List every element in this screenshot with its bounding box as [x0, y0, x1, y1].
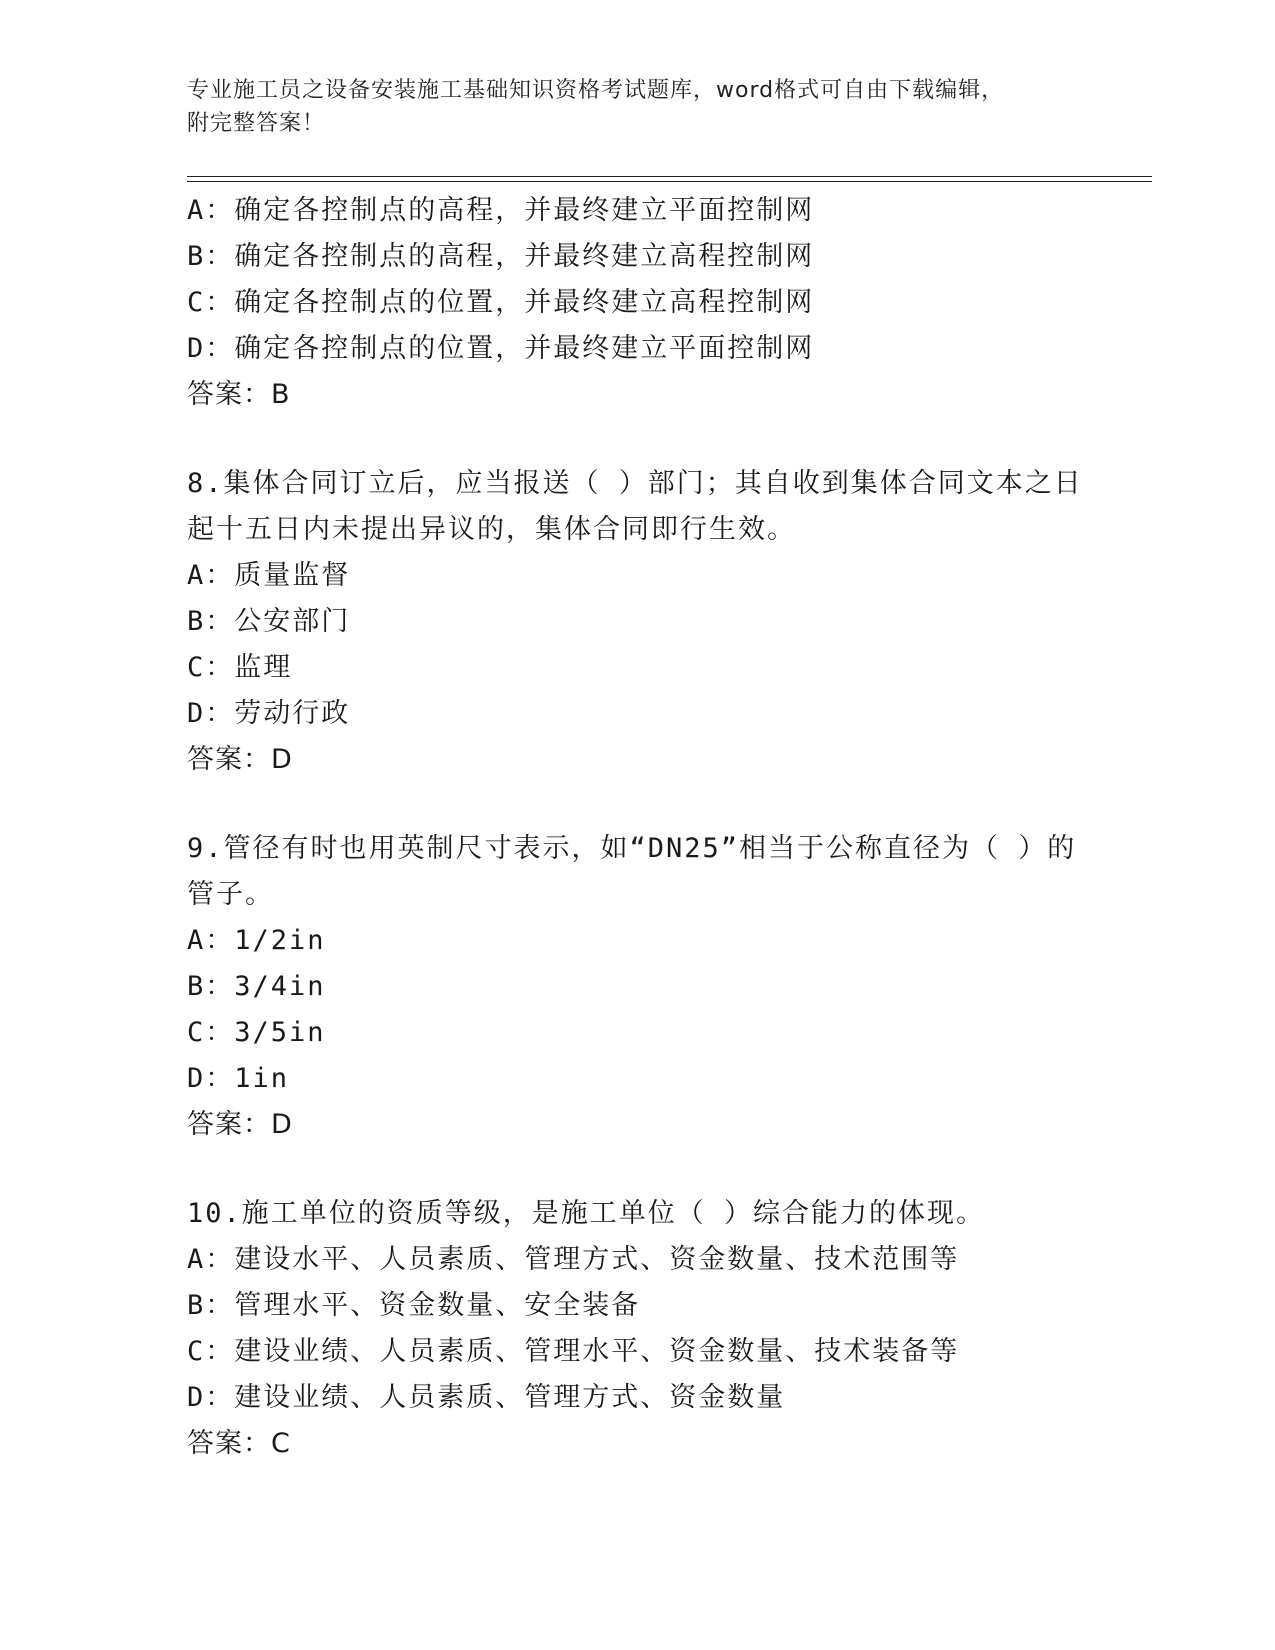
question-7 [187, 188, 1087, 418]
q7-option-a: A：确定各控制点的高程，并最终建立平面控制网 [187, 195, 815, 226]
q8-option-d: D：劳动行政 [187, 698, 351, 729]
q7-option-c: C：确定各控制点的位置，并最终建立高程控制网 [187, 287, 815, 318]
q9-answer: 答案：D [187, 1109, 293, 1140]
q7-answer: 答案：B [187, 379, 291, 410]
q8-option-a: A：质量监督 [187, 560, 351, 591]
header-line-1: 专业施工员之设备安装施工基础知识资格考试题库，word格式可自由下载编辑， [187, 78, 1005, 103]
q8-stem-line-1: 8.集体合同订立后，应当报送（ ）部门；其自收到集体合同文本之日 [187, 468, 1083, 499]
header-line-2: 附完整答案！ [187, 111, 326, 136]
q9-stem-line-2: 管子。 [187, 879, 274, 910]
document-header [187, 74, 1087, 140]
q10-option-d: D：建设业绩、人员素质、管理方式、资金数量 [187, 1382, 786, 1413]
spacer [187, 1148, 1087, 1191]
q10-option-c: C：建设业绩、人员素质、管理水平、资金数量、技术装备等 [187, 1336, 960, 1367]
header-rule [187, 176, 1152, 177]
q7-option-d: D：确定各控制点的位置，并最终建立平面控制网 [187, 333, 815, 364]
question-8 [187, 461, 1087, 783]
q9-option-a: A：1/2in [187, 925, 326, 956]
q10-option-b: B：管理水平、资金数量、安全装备 [187, 1290, 641, 1321]
question-list [187, 188, 1087, 1467]
spacer [187, 418, 1087, 461]
q8-option-c: C：监理 [187, 652, 293, 683]
q9-option-b: B：3/4in [187, 971, 326, 1002]
q10-option-a: A：建设水平、人员素质、管理方式、资金数量、技术范围等 [187, 1244, 960, 1275]
spacer [187, 783, 1087, 826]
q10-answer: 答案：C [187, 1428, 291, 1459]
header-rule-thin [187, 181, 1152, 182]
question-9 [187, 826, 1087, 1148]
q9-option-d: D：1in [187, 1063, 290, 1094]
q8-option-b: B：公安部门 [187, 606, 351, 637]
q9-option-c: C：3/5in [187, 1017, 326, 1048]
q7-option-b: B：确定各控制点的高程，并最终建立高程控制网 [187, 241, 815, 272]
q8-answer: 答案：D [187, 744, 293, 775]
q8-stem-line-2: 起十五日内未提出异议的，集体合同即行生效。 [187, 514, 796, 545]
question-10 [187, 1191, 1087, 1467]
q9-stem-line-1: 9.管径有时也用英制尺寸表示，如“DN25”相当于公称直径为（ ）的 [187, 833, 1077, 864]
q10-stem-line-1: 10.施工单位的资质等级，是施工单位（ ）综合能力的体现。 [187, 1198, 986, 1229]
